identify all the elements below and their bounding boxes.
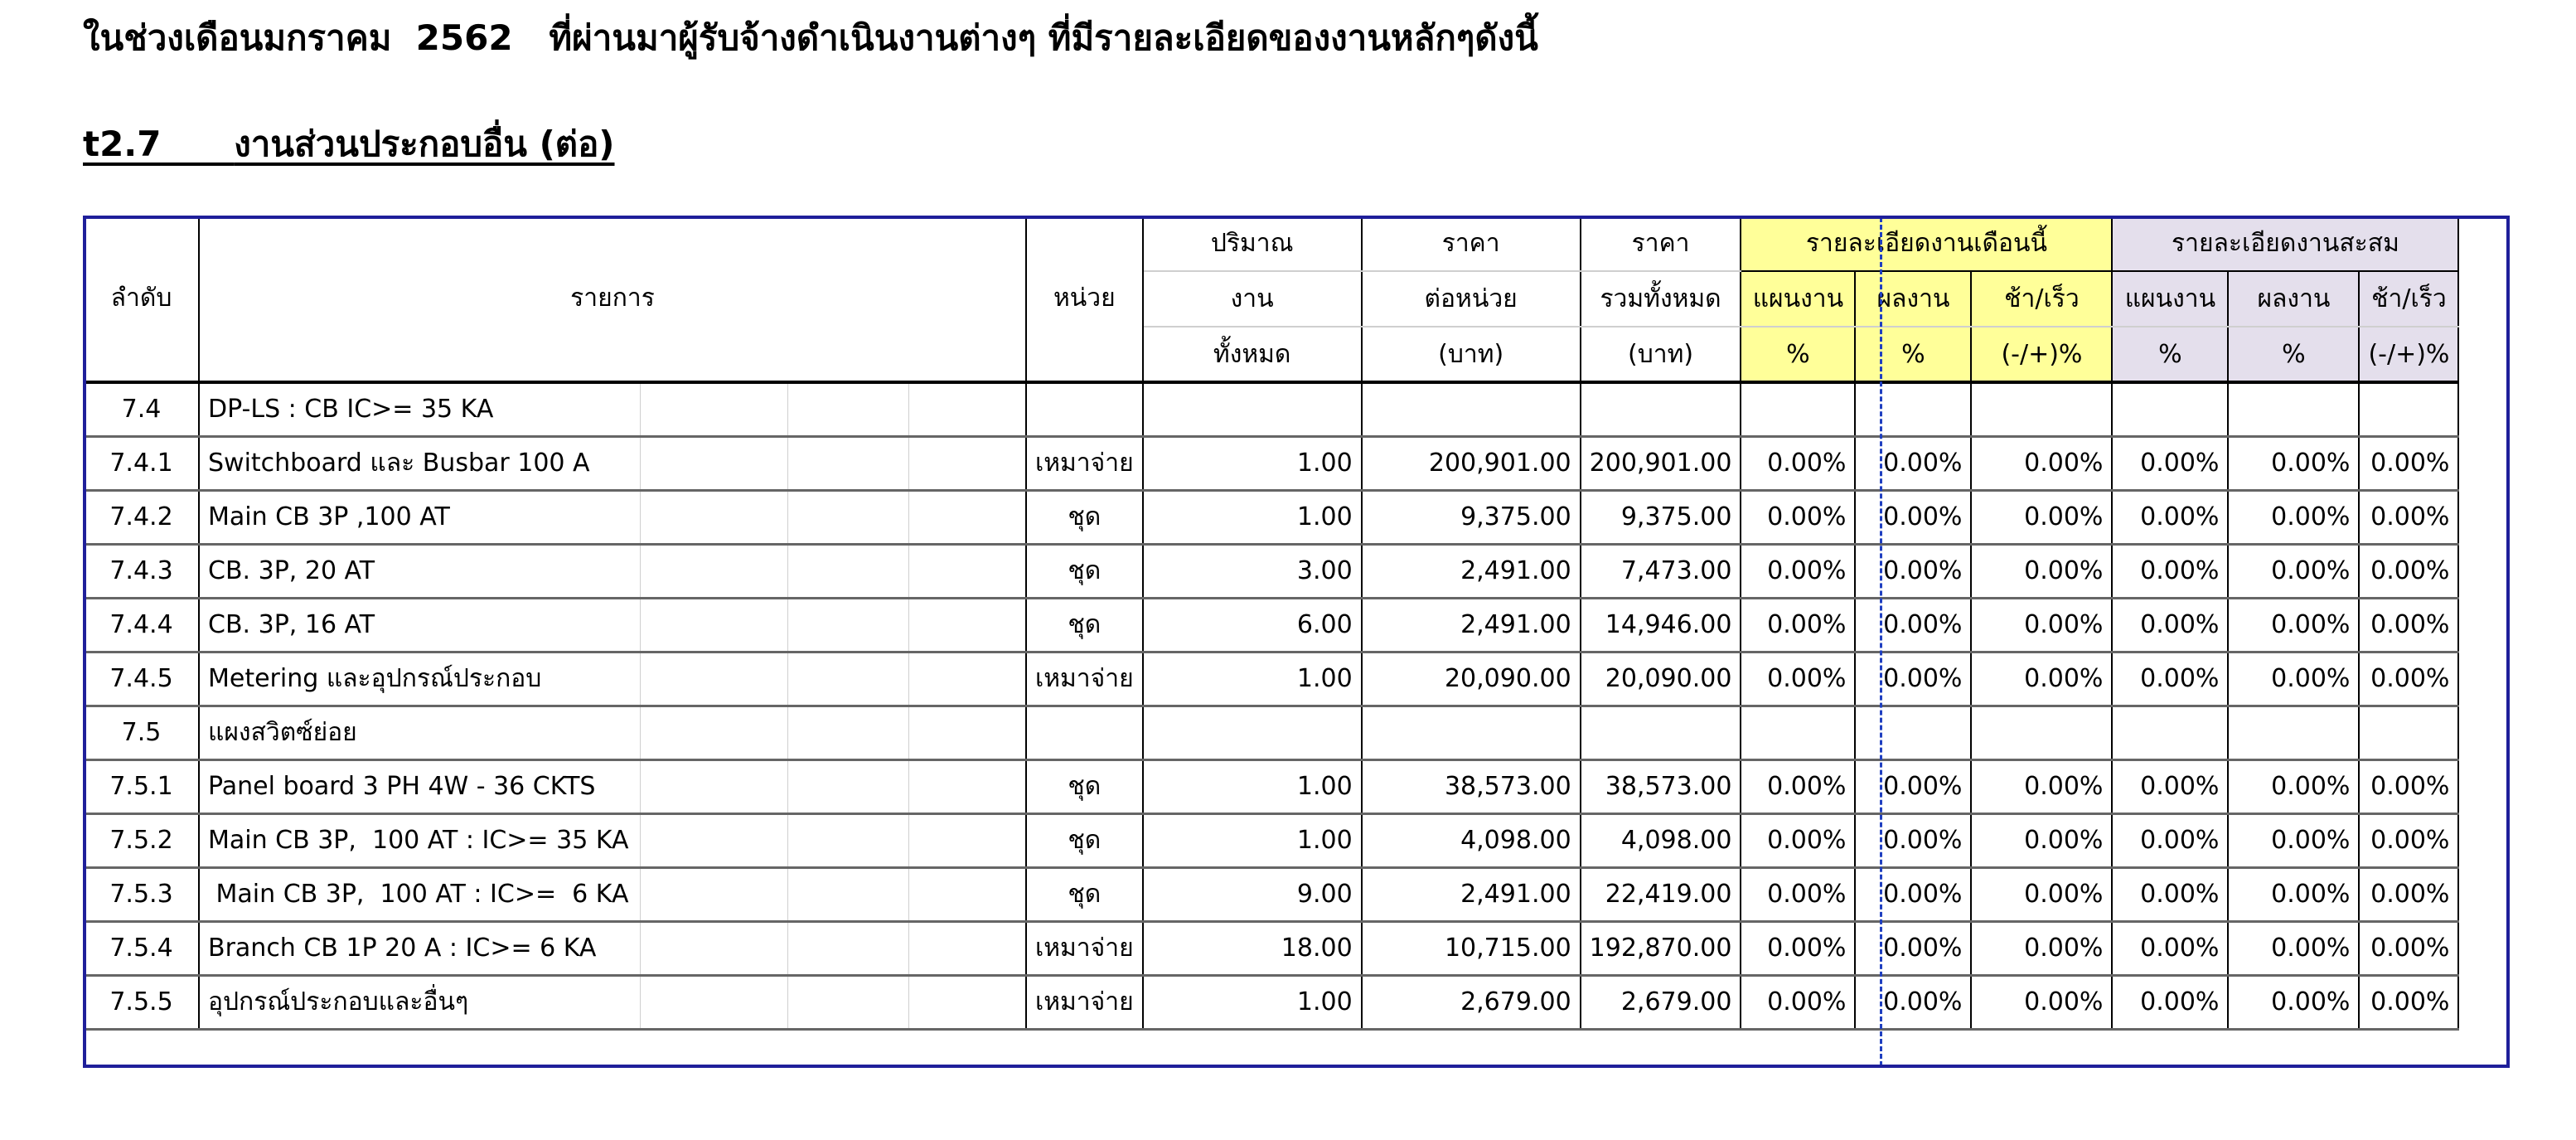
row-spacer	[640, 921, 787, 975]
header-month-result-pct: %	[1855, 327, 1971, 382]
row-item: Main CB 3P ,100 AT	[199, 490, 640, 544]
row-seq: 7.4.5	[85, 652, 199, 706]
row-cum-plan: 0.00%	[2112, 490, 2228, 544]
row-qty: 1.00	[1143, 490, 1362, 544]
row-cum-plan: 0.00%	[2112, 921, 2228, 975]
table-row	[85, 706, 2458, 759]
row-unit-price: 9,375.00	[1362, 490, 1581, 544]
header-unit-price-2: ต่อหน่วย	[1362, 271, 1581, 327]
header-cumulative-group: รายละเอียดงานสะสม	[2112, 216, 2458, 271]
row-spacer	[640, 706, 787, 759]
row-unit-price: 20,090.00	[1362, 652, 1581, 706]
table-row	[85, 867, 2458, 921]
row-month-plan	[1741, 382, 1855, 436]
header-cum-slowfast-pct: (-/+)%	[2359, 327, 2458, 382]
row-unit-price: 2,679.00	[1362, 975, 1581, 1029]
row-spacer	[787, 759, 908, 813]
row-item: อุปกรณ์ประกอบและอื่นๆ	[199, 975, 640, 1029]
header-month-plan-pct: %	[1741, 327, 1855, 382]
table-row	[85, 652, 2458, 706]
row-seq: 7.5.3	[85, 867, 199, 921]
row-qty	[1143, 706, 1362, 759]
row-spacer	[787, 867, 908, 921]
header-seq: ลำดับ	[85, 216, 199, 382]
row-cum-plan: 0.00%	[2112, 975, 2228, 1029]
row-cum-plan: 0.00%	[2112, 544, 2228, 598]
row-cum-plan: 0.00%	[2112, 813, 2228, 867]
row-seq: 7.5.2	[85, 813, 199, 867]
table-row	[85, 921, 2458, 975]
row-qty: 6.00	[1143, 598, 1362, 652]
row-seq: 7.4.3	[85, 544, 199, 598]
row-item: Metering และอุปกรณ์ประกอบ	[199, 652, 640, 706]
row-month-slowfast: 0.00%	[1971, 867, 2112, 921]
row-unit: ชุด	[1026, 598, 1143, 652]
row-seq: 7.4.2	[85, 490, 199, 544]
row-qty: 1.00	[1143, 813, 1362, 867]
row-cum-result: 0.00%	[2228, 921, 2359, 975]
row-total-price: 200,901.00	[1581, 436, 1741, 490]
header-month-result: ผลงาน	[1855, 271, 1971, 327]
row-total-price: 7,473.00	[1581, 544, 1741, 598]
row-total-price: 38,573.00	[1581, 759, 1741, 813]
row-qty: 1.00	[1143, 436, 1362, 490]
row-month-slowfast: 0.00%	[1971, 921, 2112, 975]
header-total-price-1: ราคา	[1581, 216, 1741, 271]
row-spacer	[787, 598, 908, 652]
row-item: Main CB 3P, 100 AT : IC>= 35 KA	[199, 813, 640, 867]
row-total-price: 2,679.00	[1581, 975, 1741, 1029]
row-month-plan: 0.00%	[1741, 490, 1855, 544]
row-month-result: 0.00%	[1855, 436, 1971, 490]
row-cum-result: 0.00%	[2228, 436, 2359, 490]
row-item: Main CB 3P, 100 AT : IC>= 6 KA	[199, 867, 640, 921]
row-cum-plan: 0.00%	[2112, 652, 2228, 706]
row-spacer	[640, 544, 787, 598]
row-seq: 7.5.1	[85, 759, 199, 813]
row-cum-slowfast: 0.00%	[2359, 490, 2458, 544]
row-unit: เหมาจ่าย	[1026, 652, 1143, 706]
row-unit: ชุด	[1026, 867, 1143, 921]
row-seq: 7.4.4	[85, 598, 199, 652]
header-month-slowfast-pct: (-/+)%	[1971, 327, 2112, 382]
row-unit: ชุด	[1026, 544, 1143, 598]
row-cum-slowfast: 0.00%	[2359, 652, 2458, 706]
row-month-plan: 0.00%	[1741, 921, 1855, 975]
header-qty-2: งาน	[1143, 271, 1362, 327]
row-month-slowfast: 0.00%	[1971, 544, 2112, 598]
row-seq: 7.5.5	[85, 975, 199, 1029]
section-code: t2.7	[83, 124, 162, 164]
row-unit-price: 2,491.00	[1362, 867, 1581, 921]
header-total-price-2: รวมทั้งหมด	[1581, 271, 1741, 327]
row-month-slowfast: 0.00%	[1971, 759, 2112, 813]
row-month-plan: 0.00%	[1741, 759, 1855, 813]
row-spacer	[787, 652, 908, 706]
row-month-slowfast: 0.00%	[1971, 975, 2112, 1029]
row-cum-result: 0.00%	[2228, 598, 2359, 652]
row-spacer	[908, 652, 1026, 706]
row-month-result	[1855, 706, 1971, 759]
row-seq: 7.5	[85, 706, 199, 759]
section-name: งานส่วนประกอบอื่น (ต่อ)	[234, 124, 615, 164]
row-spacer	[640, 652, 787, 706]
row-item: แผงสวิตซ์ย่อย	[199, 706, 640, 759]
row-qty: 9.00	[1143, 867, 1362, 921]
row-spacer	[787, 382, 908, 436]
page-heading: ในช่วงเดือนมกราคม 2562 ที่ผ่านมาผู้รับจ้างดำเนินงานต่างๆ ที่มีรายละเอียดของงานหลักๆดังนี้	[83, 17, 1538, 58]
row-spacer	[908, 544, 1026, 598]
row-cum-slowfast: 0.00%	[2359, 598, 2458, 652]
row-cum-result: 0.00%	[2228, 544, 2359, 598]
header-unit-price-1: ราคา	[1362, 216, 1581, 271]
row-month-result	[1855, 382, 1971, 436]
row-cum-slowfast: 0.00%	[2359, 921, 2458, 975]
row-spacer	[908, 706, 1026, 759]
row-month-plan: 0.00%	[1741, 598, 1855, 652]
row-item: Panel board 3 PH 4W - 36 CKTS	[199, 759, 640, 813]
table-row	[85, 490, 2458, 544]
row-unit: ชุด	[1026, 813, 1143, 867]
progress-table	[85, 216, 2459, 1031]
row-seq: 7.5.4	[85, 921, 199, 975]
row-qty: 1.00	[1143, 652, 1362, 706]
table-row	[85, 544, 2458, 598]
row-month-plan: 0.00%	[1741, 436, 1855, 490]
row-cum-slowfast: 0.00%	[2359, 813, 2458, 867]
row-month-result: 0.00%	[1855, 975, 1971, 1029]
table-row	[85, 382, 2458, 436]
row-spacer	[787, 975, 908, 1029]
row-unit-price: 10,715.00	[1362, 921, 1581, 975]
row-month-slowfast	[1971, 382, 2112, 436]
row-month-plan: 0.00%	[1741, 975, 1855, 1029]
row-month-plan: 0.00%	[1741, 867, 1855, 921]
row-month-slowfast: 0.00%	[1971, 652, 2112, 706]
row-cum-result: 0.00%	[2228, 652, 2359, 706]
row-spacer	[908, 867, 1026, 921]
row-unit: เหมาจ่าย	[1026, 436, 1143, 490]
row-item: Switchboard และ Busbar 100 A	[199, 436, 640, 490]
row-total-price: 9,375.00	[1581, 490, 1741, 544]
header-cum-result: ผลงาน	[2228, 271, 2359, 327]
row-month-result: 0.00%	[1855, 759, 1971, 813]
header-month-plan: แผนงาน	[1741, 271, 1855, 327]
row-month-result: 0.00%	[1855, 490, 1971, 544]
row-spacer	[908, 813, 1026, 867]
row-month-slowfast: 0.00%	[1971, 490, 2112, 544]
row-cum-result	[2228, 382, 2359, 436]
row-spacer	[908, 921, 1026, 975]
row-seq: 7.4	[85, 382, 199, 436]
table-row	[85, 598, 2458, 652]
row-unit: เหมาจ่าย	[1026, 975, 1143, 1029]
row-month-slowfast: 0.00%	[1971, 598, 2112, 652]
row-unit-price	[1362, 706, 1581, 759]
row-spacer	[908, 490, 1026, 544]
row-month-result: 0.00%	[1855, 544, 1971, 598]
header-cum-plan-pct: %	[2112, 327, 2228, 382]
row-unit-price: 200,901.00	[1362, 436, 1581, 490]
row-unit-price: 4,098.00	[1362, 813, 1581, 867]
header-row-1	[85, 216, 2458, 271]
row-unit-price: 2,491.00	[1362, 598, 1581, 652]
row-spacer	[787, 544, 908, 598]
row-cum-slowfast	[2359, 382, 2458, 436]
row-month-plan	[1741, 706, 1855, 759]
row-cum-slowfast	[2359, 706, 2458, 759]
row-qty: 1.00	[1143, 975, 1362, 1029]
row-item: Branch CB 1P 20 A : IC>= 6 KA	[199, 921, 640, 975]
row-cum-slowfast: 0.00%	[2359, 867, 2458, 921]
header-month-group: รายละเอียดงานเดือนนี้	[1741, 216, 2112, 271]
row-cum-plan: 0.00%	[2112, 867, 2228, 921]
row-spacer	[787, 813, 908, 867]
header-unit-price-3: (บาท)	[1362, 327, 1581, 382]
row-unit: ชุด	[1026, 759, 1143, 813]
row-total-price: 192,870.00	[1581, 921, 1741, 975]
row-qty: 1.00	[1143, 759, 1362, 813]
table-row	[85, 813, 2458, 867]
row-total-price: 20,090.00	[1581, 652, 1741, 706]
row-spacer	[640, 975, 787, 1029]
row-item: DP-LS : CB IC>= 35 KA	[199, 382, 640, 436]
row-cum-slowfast: 0.00%	[2359, 436, 2458, 490]
header-cum-slowfast: ช้า/เร็ว	[2359, 271, 2458, 327]
row-cum-plan: 0.00%	[2112, 436, 2228, 490]
row-cum-result: 0.00%	[2228, 813, 2359, 867]
row-item: CB. 3P, 20 AT	[199, 544, 640, 598]
row-month-result: 0.00%	[1855, 813, 1971, 867]
row-cum-plan	[2112, 706, 2228, 759]
row-cum-plan: 0.00%	[2112, 759, 2228, 813]
row-unit	[1026, 382, 1143, 436]
row-unit: เหมาจ่าย	[1026, 921, 1143, 975]
row-spacer	[908, 382, 1026, 436]
row-spacer	[787, 490, 908, 544]
row-cum-slowfast: 0.00%	[2359, 544, 2458, 598]
row-qty	[1143, 382, 1362, 436]
row-spacer	[908, 436, 1026, 490]
row-total-price: 4,098.00	[1581, 813, 1741, 867]
row-unit: ชุด	[1026, 490, 1143, 544]
row-total-price	[1581, 382, 1741, 436]
row-spacer	[908, 975, 1026, 1029]
row-spacer	[787, 921, 908, 975]
section-title	[83, 121, 615, 167]
row-spacer	[908, 598, 1026, 652]
row-month-result: 0.00%	[1855, 598, 1971, 652]
row-month-plan: 0.00%	[1741, 544, 1855, 598]
row-cum-result	[2228, 706, 2359, 759]
row-spacer	[787, 436, 908, 490]
row-cum-plan	[2112, 382, 2228, 436]
row-seq: 7.4.1	[85, 436, 199, 490]
header-item: รายการ	[199, 216, 1026, 382]
table-row	[85, 759, 2458, 813]
row-cum-plan: 0.00%	[2112, 598, 2228, 652]
row-spacer	[640, 598, 787, 652]
table-row	[85, 436, 2458, 490]
row-cum-result: 0.00%	[2228, 759, 2359, 813]
row-total-price: 14,946.00	[1581, 598, 1741, 652]
row-month-plan: 0.00%	[1741, 652, 1855, 706]
row-qty: 18.00	[1143, 921, 1362, 975]
row-cum-result: 0.00%	[2228, 975, 2359, 1029]
row-cum-result: 0.00%	[2228, 490, 2359, 544]
row-spacer	[908, 759, 1026, 813]
header-month-slowfast: ช้า/เร็ว	[1971, 271, 2112, 327]
row-spacer	[640, 436, 787, 490]
row-month-slowfast	[1971, 706, 2112, 759]
row-month-plan: 0.00%	[1741, 813, 1855, 867]
row-spacer	[640, 759, 787, 813]
row-month-slowfast: 0.00%	[1971, 813, 2112, 867]
row-spacer	[640, 490, 787, 544]
row-unit	[1026, 706, 1143, 759]
header-cum-plan: แผนงาน	[2112, 271, 2228, 327]
header-qty-3: ทั้งหมด	[1143, 327, 1362, 382]
row-qty: 3.00	[1143, 544, 1362, 598]
row-month-result: 0.00%	[1855, 921, 1971, 975]
header-unit: หน่วย	[1026, 216, 1143, 382]
row-total-price	[1581, 706, 1741, 759]
row-month-slowfast: 0.00%	[1971, 436, 2112, 490]
row-spacer	[640, 382, 787, 436]
header-cum-result-pct: %	[2228, 327, 2359, 382]
row-month-result: 0.00%	[1855, 867, 1971, 921]
row-spacer	[640, 813, 787, 867]
row-unit-price: 38,573.00	[1362, 759, 1581, 813]
row-item: CB. 3P, 16 AT	[199, 598, 640, 652]
header-qty-1: ปริมาณ	[1143, 216, 1362, 271]
row-total-price: 22,419.00	[1581, 867, 1741, 921]
row-unit-price	[1362, 382, 1581, 436]
row-spacer	[640, 867, 787, 921]
header-total-price-3: (บาท)	[1581, 327, 1741, 382]
row-unit-price: 2,491.00	[1362, 544, 1581, 598]
row-cum-slowfast: 0.00%	[2359, 975, 2458, 1029]
row-spacer	[787, 706, 908, 759]
row-cum-result: 0.00%	[2228, 867, 2359, 921]
row-cum-slowfast: 0.00%	[2359, 759, 2458, 813]
table-row	[85, 975, 2458, 1029]
row-month-result: 0.00%	[1855, 652, 1971, 706]
